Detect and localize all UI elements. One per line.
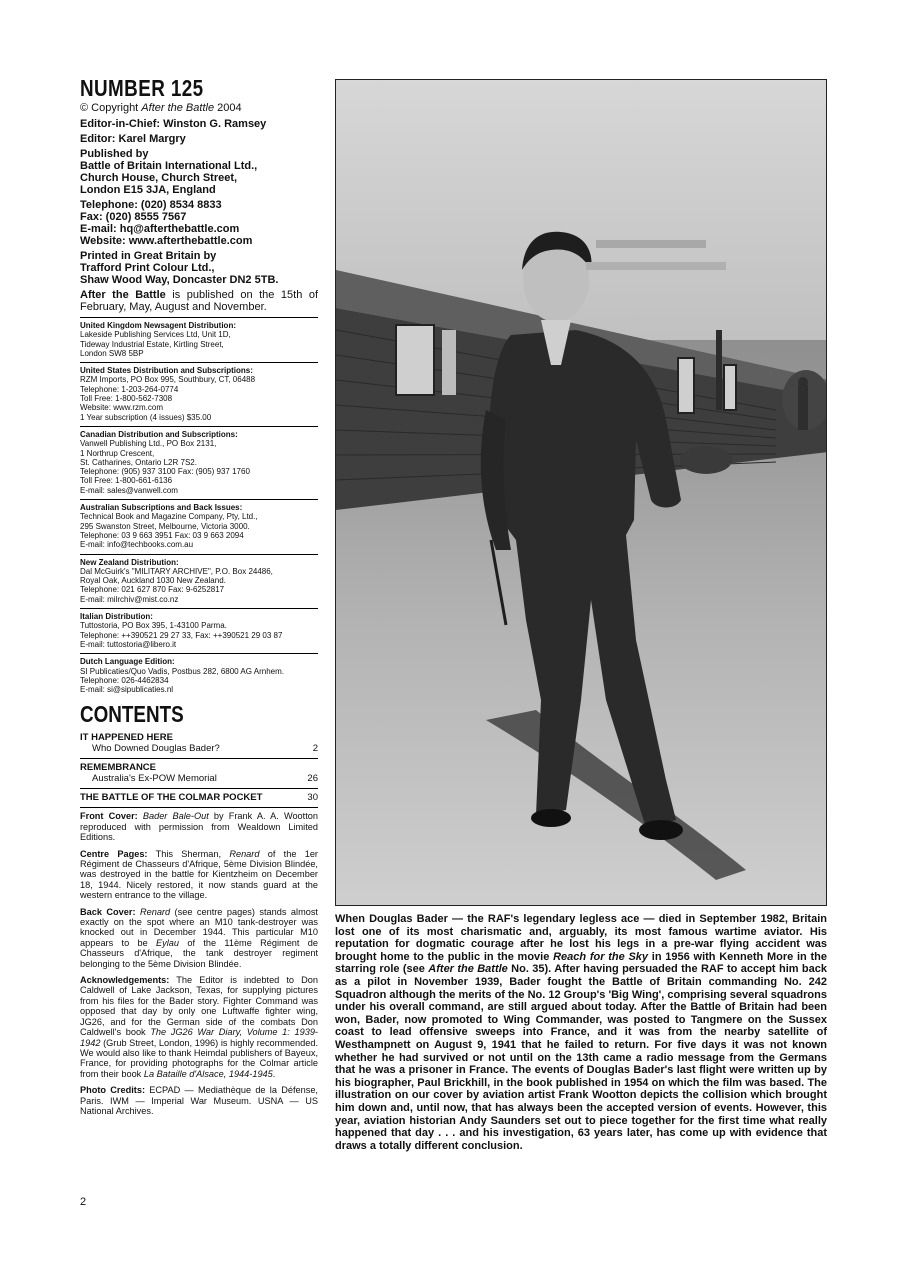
contents-page: 30 xyxy=(307,792,318,804)
contents-section xyxy=(80,792,318,803)
editor: Editor: Karel Margry xyxy=(80,133,186,145)
contents-list xyxy=(80,732,318,808)
distribution-australia: Australian Subscriptions and Back Issues: Technical Book and Magazine Company, Pty, Ltd., 295 Swanston Street, Melbourne, Victoria 3000. Telephone: 03 9 663 3951 Fax: 03 9 663 2094 E-mail: info@techbooks.com.au xyxy=(80,503,258,550)
copyright-line: © Copyright After the Battle 2004 xyxy=(80,102,242,114)
fax: Fax: (020) 8555 7567 xyxy=(80,211,187,223)
issue-number: NUMBER 125 xyxy=(80,75,204,101)
contents-title: CONTENTS xyxy=(80,701,184,728)
telephone: Telephone: (020) 8534 8833 xyxy=(80,199,222,211)
divider xyxy=(80,653,318,654)
editor-in-chief: Editor-in-Chief: Winston G. Ramsey xyxy=(80,118,267,130)
contents-entry[interactable]: THE BATTLE OF THE COLMAR POCKET xyxy=(80,792,263,804)
contents-page: 26 xyxy=(307,773,318,785)
divider xyxy=(80,807,318,808)
email: E-mail: hq@afterthebattle.com xyxy=(80,223,240,235)
divider xyxy=(80,362,318,363)
photo-credits-note: Photo Credits: ECPAD — Mediathèque de la Défense, Paris. IWM — Imperial War Museum. USNA — US National Archives. xyxy=(80,1085,318,1116)
publisher-address: Published by Battle of Britain International Ltd., Church House, Church Street, London E15 3JA, England xyxy=(80,148,258,196)
back-cover-note: Back Cover: Renard (see centre pages) stands almost exactly on the spot where an M10 tank-destroyer was knocked out in December 1944. This particular M10 appears to be Eylau of the 11ème Régiment de Chasseurs d'Afrique, the tank destroyer regiment belonging to the 5ème Division Blindée. xyxy=(80,906,318,969)
printer: Printed in Great Britain by Trafford Print Colour Ltd., Shaw Wood Way, Doncaster DN2 5TB. xyxy=(80,250,279,286)
divider xyxy=(80,317,318,318)
divider xyxy=(80,758,318,759)
distribution-new-zealand: New Zealand Distribution: Dal McGuirk's "MILITARY ARCHIVE", P.O. Box 24486, Royal Oak, Auckland 1030 New Zealand. Telephone: 021 627 870 Fax: 9-6252817 E-mail: milrchiv@mist.co.nz xyxy=(80,557,273,604)
contents-entry[interactable]: Who Downed Douglas Bader? xyxy=(92,743,220,755)
photo-caption: When Douglas Bader — the RAF's legendary legless ace — died in September 1982, Britain lost one of its most charismatic and, arguably, its most famous wartime aviator. His reputation for dogmatic courage after he lost his legs in a pre-war flying accident was brought home to the public in the movie Reach for the Sky in 1956 with Kenneth More in the starring role (see After the Battle No. 35). After having persuaded the RAF to accept him back as a pilot in November 1939, Bader fought the Battle of Britain commanding No. 242 Squadron although the merits of the No. 12 Group's 'Big Wing', comprising several squadrons under his overall command, are still argued about today. After the Battle of Britain had been won, Bader, now promoted to Wing Commander, was posted to Tangmere on the Sussex coast to lead offensive sweeps into France, and it was from the nearby satellite of Westhampnett on August 9, 1941 that he failed to return. For five days it was not known whether he had survived or not until on the 13th came a radio message from the Germans that he was a prisoner in France. The events of Douglas Bader's last flight were written up by his biographer, Paul Brickhill, in the book published in 1954 on which the film was based. The illustration on our cover by aviation artist Frank Wootton depicts the collision which brought him down and, until now, that has always been the accepted version of events. However, this year, aviation historian Andy Saunders set out to piece together for the first time what really happened that day . . . and his investigation, 63 years later, has come up with evidence that draws a totally different conclusion. xyxy=(335,913,827,1152)
distribution-list xyxy=(80,321,318,694)
distribution-italy: Italian Distribution: Tuttostoria, PO Box 395, 1-43100 Parma. Telephone: ++390521 29 27 33, Fax: ++390521 29 03 87 E-mail: tuttostoria@libero.it xyxy=(80,612,283,649)
distribution-uk: United Kingdom Newsagent Distribution: Lakeside Publishing Services Ltd, Unit 1D, Tideway Industrial Estate, Kirtling Street, London SW8 5BP xyxy=(80,321,236,358)
distribution-canada: Canadian Distribution and Subscriptions: Vanwell Publishing Ltd., PO Box 2131, 1 Northrup Crescent, St. Catharines, Ontario L2R 7S2. Telephone: (905) 937 3100 Fax: (905) 937 1760 Toll Free: 1-800-661-6136 E-mail: sales@vanwell.com xyxy=(80,429,250,495)
copyright-magazine: After the Battle xyxy=(141,102,215,114)
douglas-bader-photo xyxy=(335,79,827,906)
divider xyxy=(80,554,318,555)
publication-schedule: After the Battle is published on the 15th of February, May, August and November. xyxy=(80,289,319,313)
website: Website: www.afterthebattle.com xyxy=(80,235,253,247)
contents-entry[interactable]: Australia's Ex-POW Memorial xyxy=(92,773,217,785)
page-number: 2 xyxy=(80,1196,87,1208)
divider xyxy=(80,426,318,427)
contents-page: 2 xyxy=(312,743,318,755)
front-cover-note: Front Cover: Bader Bale-Out by Frank A. A. Wootton reproduced with permission from Wealdown Limited Editions. xyxy=(80,811,318,843)
divider xyxy=(80,499,318,500)
divider xyxy=(80,608,318,609)
acknowledgements-note: Acknowledgements: The Editor is indebted to Don Caldwell of Lake Jackson, Texas, for supplying pictures from his files for the Bader story. Fighter Command was opposed that day by only one Luftwaffe fighter wing, JG26, and for the German side of the combats Don Caldwell's book The JG26 War Diary, Volume 1: 1939-1942 (Grub Street, London, 1996) is highly recommended. We would also like to thank Heimdal publishers of Bayeux, France, for providing photographs for the Colmar article from their book La Bataille d'Alsace, 1944-1945. xyxy=(80,975,318,1079)
contents-section: REMEMBRANCE Australia's Ex-POW Memorial 26 xyxy=(80,762,318,785)
distribution-netherlands: Dutch Language Edition: SI Publicaties/Quo Vadis, Postbus 282, 6800 AG Arnhem. Telephone: 026-4462834 E-mail: si@sipublicaties.nl xyxy=(80,657,284,695)
contents-section: IT HAPPENED HERE Who Downed Douglas Bader? 2 xyxy=(80,732,318,755)
left-column xyxy=(80,76,318,1122)
divider xyxy=(80,788,318,789)
centre-pages-note: Centre Pages: This Sherman, Renard of the 1er Régiment de Chasseurs d'Afrique, 5ème Division Blindée, was destroyed in the battle for Kientzheim on December 18, 1944. Nicely restored, it now stands guard at the western entrance to the village. xyxy=(80,848,318,901)
distribution-us: United States Distribution and Subscriptions: RZM Imports, PO Box 995, Southbury, CT, 06488 Telephone: 1-203-264-0774 Toll Free: 1-800-562-7308 Website: www.rzm.com 1 Year subscription (4 issues) $35.00 xyxy=(80,366,256,422)
